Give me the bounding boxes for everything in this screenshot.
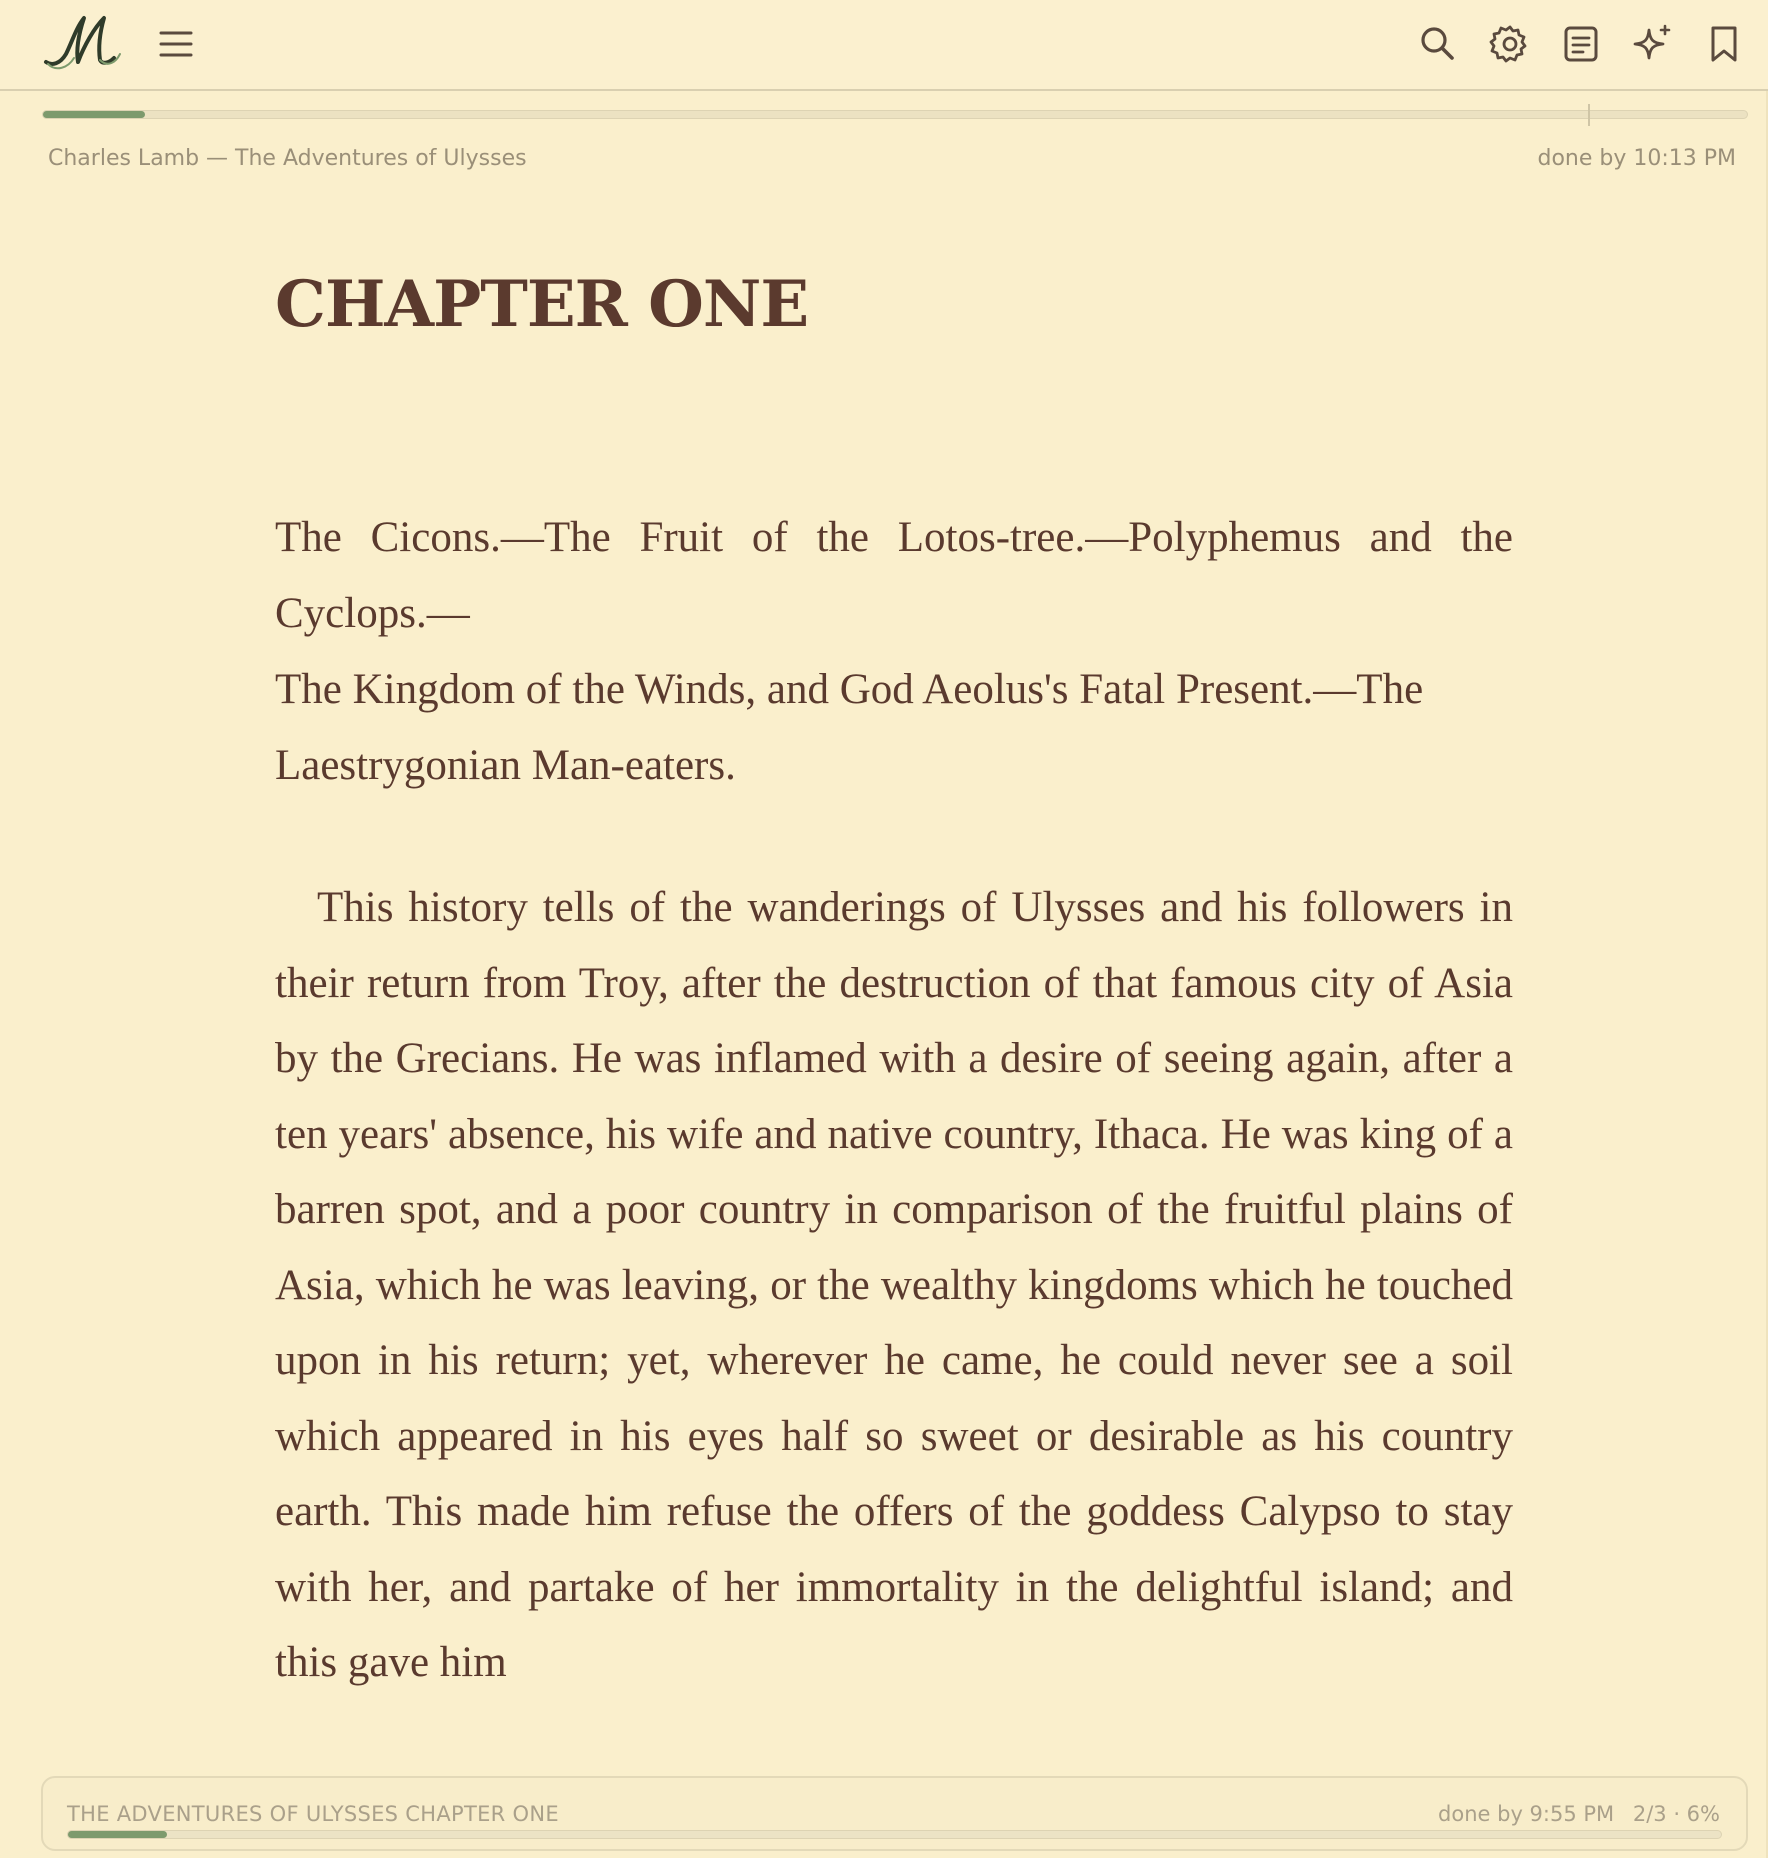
book-progress-bar[interactable]	[42, 110, 1748, 119]
hamburger-menu-icon[interactable]	[156, 24, 196, 64]
chapter-progress-fill	[68, 1831, 167, 1838]
synopsis-line: The Kingdom of the Winds, and God Aeolus's Fatal Present.—The Laestrygonian Man-eaters.	[275, 666, 1424, 789]
reading-page	[275, 250, 1513, 1701]
synopsis-line: The Cicons.—The Fruit of the Lotos-tree.—Polyphemus and the Cyclops.—	[275, 514, 1513, 637]
footer-status	[1426, 1802, 1720, 1826]
footer-finish-time: done by 9:55 PM	[1438, 1802, 1615, 1826]
chapter-body	[275, 870, 1513, 1701]
logo-monogram-icon	[38, 6, 124, 80]
bookmark-icon[interactable]	[1700, 20, 1748, 68]
chapter-footer	[41, 1776, 1748, 1851]
finish-time-estimate: done by 10:13 PM	[1537, 146, 1736, 171]
progress-marker	[1588, 104, 1590, 126]
book-author-title: Charles Lamb — The Adventures of Ulysses	[48, 146, 527, 171]
footer-page-count: 2/3 · 6%	[1632, 1802, 1720, 1826]
chapter-progress-bar[interactable]	[67, 1830, 1722, 1839]
sparkle-icon[interactable]	[1629, 20, 1677, 68]
app-logo[interactable]	[38, 6, 124, 80]
chapter-title: CHAPTER ONE	[275, 267, 809, 342]
top-toolbar	[0, 0, 1768, 91]
paragraph: This history tells of the wanderings of Ulysses and his followers in their return from Troy, after the destruction of that famous city of Asia by the Grecians. He was inflamed with a desire of seeing again, after a ten years' absence, his wife and native country, Ithaca. He was king of a barren spot, and a poor country in comparison of the fruitful plains of Asia, which he was leaving, or the wealthy kingdoms which he touched upon in his return; yet, wherever he came, he could never see a soil which appeared in his eyes half so sweet or desirable as his country earth. This made him refuse the offers of the goddess Calypso to stay with her, and partake of her immortality in the delightful island; and this gave him	[275, 884, 1513, 1686]
gear-icon[interactable]	[1486, 20, 1534, 68]
chapter-synopsis	[275, 500, 1513, 804]
footer-chapter-label: THE ADVENTURES OF ULYSSES CHAPTER ONE	[67, 1802, 559, 1826]
book-progress-fill	[43, 111, 145, 118]
search-icon[interactable]	[1414, 20, 1462, 68]
document-list-icon[interactable]	[1557, 20, 1605, 68]
